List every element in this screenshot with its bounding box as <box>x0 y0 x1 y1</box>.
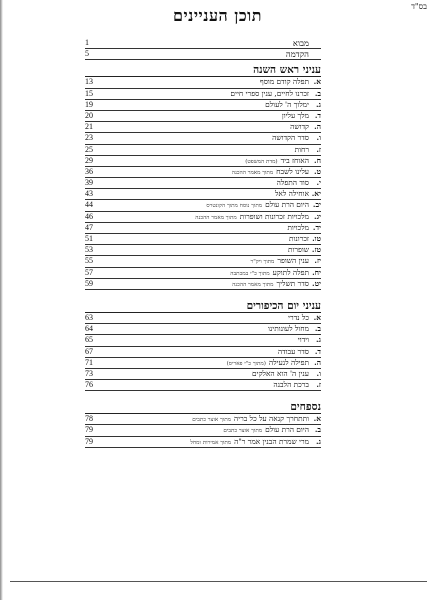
entry-source-note: מתוך אוצר כתבים <box>192 417 231 424</box>
entry-number: א. <box>313 312 321 322</box>
entry-number: יג. <box>314 211 321 221</box>
entry-source-note: מתוך מאמר ההכנה <box>195 214 237 221</box>
entry-title: סדר עבודה <box>277 346 309 356</box>
toc-row <box>85 425 321 436</box>
section-heading: עניני יום הכיפורים <box>85 299 321 313</box>
entry-number: ב. <box>314 324 321 334</box>
entry-title: זכרונות <box>289 234 309 243</box>
page-number: 20 <box>85 110 93 120</box>
toc-row <box>85 313 321 324</box>
entry-number: יח. <box>312 267 321 277</box>
entry-number: ג. <box>315 335 321 345</box>
page-number: 5 <box>85 49 89 59</box>
toc-row <box>85 268 321 279</box>
toc-row <box>85 245 321 256</box>
entry-number: א. <box>313 77 321 87</box>
section-heading: עניני ראש השנה <box>85 63 321 77</box>
toc-row <box>85 256 321 267</box>
entry-number: ה. <box>314 122 321 132</box>
entry-title: היום הרת עולם <box>265 425 309 435</box>
entry-number: יא. <box>311 189 321 199</box>
page-number: 29 <box>85 155 93 165</box>
toc-row <box>85 77 321 88</box>
entry-source-note: מתוך אמירות ומחל <box>190 439 232 446</box>
entry-number: ג. <box>315 436 321 446</box>
toc-row <box>85 200 321 211</box>
entry-number: ב. <box>314 88 321 98</box>
entry-number: יב. <box>312 200 321 210</box>
toc-row <box>85 38 321 49</box>
entry-source-note: מתוך נוסח מתוך הקונטרס <box>206 203 263 210</box>
entry-title: תפלה לתוקע <box>272 267 309 277</box>
entry-number: ט. <box>313 166 321 176</box>
toc-row <box>85 89 321 100</box>
entry-number: יט. <box>312 278 321 288</box>
toc-row <box>85 178 321 189</box>
page-number: 67 <box>85 346 93 356</box>
entry-title: מחול לעונותינו <box>267 324 309 334</box>
entry-title: זכרנו לחיים, ענין ספרי חיים <box>230 88 309 98</box>
section-gap <box>85 391 321 397</box>
toc-row <box>85 122 321 133</box>
toc-row <box>85 414 321 425</box>
page-number: 63 <box>85 312 93 322</box>
entry-source-note: (מתוך כ"י פאריס) <box>226 360 266 367</box>
toc-row <box>85 212 321 223</box>
page-number: 23 <box>85 133 93 143</box>
bottom-rule <box>10 581 427 582</box>
entry-number: ח. <box>314 155 321 165</box>
page-number: 47 <box>85 222 93 232</box>
toc-row <box>85 223 321 234</box>
page-number: 55 <box>85 256 93 266</box>
toc-row <box>85 335 321 346</box>
entry-number: טו. <box>312 234 321 243</box>
toc-row <box>85 234 321 245</box>
toc-row <box>85 324 321 335</box>
entry-title: מלכויות זכרונות ושופרות <box>239 211 309 221</box>
page-number: 78 <box>85 414 93 424</box>
entry-title: ענין ה' הוא האלקים <box>252 368 309 378</box>
page-number: 65 <box>85 335 93 345</box>
entry-title: כל נדרי <box>288 312 309 322</box>
entry-number: יד. <box>312 222 321 232</box>
entry-source-note: מתוך מאמר ההכנה <box>232 281 274 288</box>
section-gap <box>85 290 321 296</box>
entry-title: היום הרת עולם <box>265 200 309 210</box>
entry-title: מלכויות <box>287 222 309 232</box>
page-number: 15 <box>85 88 93 98</box>
entry-title: תפילה לנעילה <box>268 357 309 367</box>
toc-row <box>85 347 321 358</box>
entry-source-note: מתוך כ"י במכתבה <box>230 270 270 277</box>
section-heading: נספחים <box>85 400 321 414</box>
entry-number: ז. <box>316 144 321 154</box>
toc-row <box>85 156 321 167</box>
toc-row <box>85 133 321 144</box>
entry-title: וידוי <box>297 335 309 345</box>
entry-number: א. <box>313 414 321 424</box>
entry-number: ו. <box>316 133 321 143</box>
entry-number: ב. <box>314 425 321 435</box>
page-number: 59 <box>85 278 93 288</box>
entry-number: ז. <box>316 380 321 390</box>
entry-title: ימלוך ה' לעולם <box>265 99 309 109</box>
page-number: 46 <box>85 211 93 221</box>
page-number: 19 <box>85 99 93 109</box>
entry-number: ד. <box>314 346 321 356</box>
entry-number: יז. <box>314 256 321 266</box>
toc-row <box>85 111 321 122</box>
table-of-contents <box>85 38 321 448</box>
page-number: 76 <box>85 380 93 390</box>
toc-row <box>85 369 321 380</box>
page-number: 44 <box>85 200 93 210</box>
toc-row <box>85 279 321 290</box>
page-number: 21 <box>85 122 93 132</box>
entry-title: מלך עליון <box>281 110 309 120</box>
toc-row <box>85 49 321 60</box>
page-number: 53 <box>85 245 93 255</box>
entry-title: ברכת הלבנה <box>273 380 309 390</box>
entry-title: תפלה קודם מוסף <box>259 77 309 87</box>
page-number: 73 <box>85 368 93 378</box>
page-number: 1 <box>85 38 89 47</box>
entry-number: ג. <box>315 99 321 109</box>
entry-source-note: מתוך ויק"ר <box>250 259 275 266</box>
entry-number: ה. <box>314 357 321 367</box>
toc-row <box>85 100 321 111</box>
entry-title: אוחילה לאל <box>274 189 309 199</box>
page-number: 36 <box>85 166 93 176</box>
scan-edge <box>0 0 3 600</box>
entry-source-note: מתוך אוצר כתבים <box>223 428 263 435</box>
entry-title: סוד התפלה <box>276 178 309 188</box>
page-number: 71 <box>85 357 93 367</box>
entry-number: ו. <box>316 368 321 378</box>
entry-title: קדושה <box>290 122 309 132</box>
entry-source-note: (מדת המשפט) <box>245 158 278 165</box>
entry-number: ד. <box>314 110 321 120</box>
toc-row <box>85 380 321 391</box>
page-number: 13 <box>85 77 93 87</box>
entry-title: סדר תשליך <box>276 278 309 288</box>
entry-title: ענין השופר <box>277 256 309 266</box>
toc-row <box>85 145 321 156</box>
page-number: 64 <box>85 324 93 334</box>
entry-title: עלינו לשבח <box>276 166 309 176</box>
corner-mark: בס"ד <box>411 2 427 11</box>
entry-title: הקדמה <box>285 49 309 60</box>
page-number: 51 <box>85 234 93 243</box>
page-number: 25 <box>85 144 93 154</box>
entry-source-note: מתוך מאמר ההכנה <box>231 169 274 176</box>
page-title: תוכן העניינים <box>172 6 263 25</box>
entry-title: מבוא <box>292 38 309 48</box>
page-number: 79 <box>85 436 93 446</box>
page-number: 57 <box>85 267 93 277</box>
toc-row <box>85 189 321 200</box>
toc-row <box>85 437 321 448</box>
entry-title: מרי שמרת הבנין אמר ר"ה <box>234 436 309 446</box>
page-number: 39 <box>85 178 93 188</box>
entry-title: האוחז ביד <box>280 155 309 165</box>
entry-title: רחות <box>294 144 309 154</box>
entry-title: שופרות <box>287 245 309 255</box>
toc-row <box>85 167 321 178</box>
entry-number: טז. <box>311 245 321 255</box>
toc-row <box>85 358 321 369</box>
page-number: 79 <box>85 425 93 435</box>
entry-title: סדר הקדושה <box>272 133 309 143</box>
entry-title: ותתחרך קנאה על כל בריה <box>233 414 309 424</box>
page-number: 43 <box>85 189 93 199</box>
entry-number: י. <box>316 178 321 188</box>
